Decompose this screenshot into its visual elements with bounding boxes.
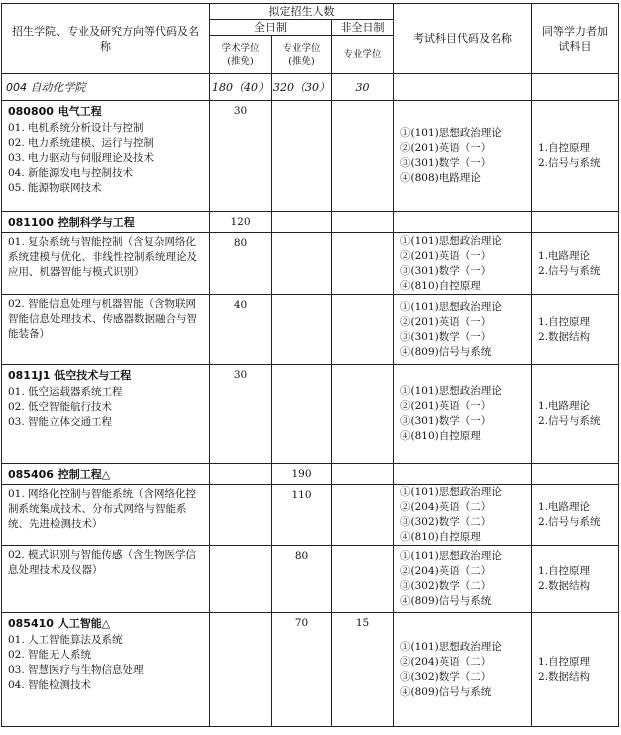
- direction-line: 02. 电力系统建模、运行与控制: [8, 137, 155, 149]
- direction-text: 01. 网络化控制与智能系统（含网络化控制系统集成技术、分布式网络与智能系统、先进检测技术）: [8, 488, 197, 530]
- exam-subjects: ①(101)思想政治理论 ②(204)英语（二） ③(302)数学（二） ④(809)信号与系统: [394, 546, 532, 613]
- academic-count: 30: [210, 101, 272, 212]
- professional-count: 70: [272, 613, 332, 727]
- direction-text: 02. 模式识别与智能传感（含生物医学信息处理技术及仪器）: [8, 549, 197, 576]
- academic-count: 120: [210, 212, 272, 233]
- direction-line: 03. 电力驱动与伺服理论及技术: [8, 152, 155, 164]
- professional-degree-header: 专业学位 (推免): [272, 36, 332, 74]
- direction-row: [2, 546, 619, 613]
- major-cell: [2, 365, 210, 464]
- direction-line: 01. 人工智能算法及系统: [8, 634, 123, 646]
- major-cell: [2, 101, 210, 212]
- direction-line: 04. 智能检测技术: [8, 679, 92, 691]
- direction-line: 03. 智慧医疗与生物信息处理: [8, 664, 144, 676]
- direction-line: 01. 低空运载器系统工程: [8, 386, 123, 398]
- major-title: 081100 控制科学与工程: [8, 216, 135, 229]
- major-header-row: [2, 212, 619, 233]
- major-title: 0811J1 低空技术与工程: [8, 369, 132, 382]
- major-title: 085406 控制工程△: [8, 468, 111, 481]
- academic-degree-header: 学术学位 (推免): [210, 36, 272, 74]
- professional-count: 190: [272, 464, 332, 485]
- major-header-row: [2, 464, 619, 485]
- direction-line: 02. 智能无人系统: [8, 649, 92, 661]
- exam-subjects: ①(101)思想政治理论 ②(201)英语（一） ③(301)数学（一） ④(810)自控原理: [394, 365, 532, 464]
- exam-subjects: ①(101)思想政治理论 ②(204)英语（二） ③(302)数学（二） ④(810)自控原理: [394, 485, 532, 546]
- college-professional-count: 320（30）: [272, 74, 332, 101]
- planned-enrollment-header: 拟定招生人数: [210, 4, 394, 20]
- full-time-header: 全日制: [210, 20, 332, 36]
- direction-row: [2, 485, 619, 546]
- college-row: [2, 74, 619, 101]
- major-row: [2, 613, 619, 727]
- academic-count: 40: [210, 295, 272, 365]
- direction-line: 02. 低空智能航行技术: [8, 401, 113, 413]
- academic-count: 30: [210, 365, 272, 464]
- direction-text: 01. 复杂系统与智能控制（含复杂网络化系统建模与优化、非线性控制系统理论及应用、机器智能与模式识别）: [8, 236, 197, 278]
- college-part-time-count: 30: [332, 74, 394, 101]
- direction-line: 01. 电机系统分析设计与控制: [8, 122, 144, 134]
- major-row: [2, 101, 619, 212]
- exam-subjects: ①(101)思想政治理论 ②(201)英语（一） ③(301)数学（一） ④(808)电路理论: [394, 101, 532, 212]
- exam-subjects: ①(101)思想政治理论 ②(201)英语（一） ③(301)数学（一） ④(809)信号与系统: [394, 295, 532, 365]
- direction-row: [2, 295, 619, 365]
- extra-exam-header: 同等学力者加试科目: [532, 4, 619, 74]
- admission-table: [1, 3, 619, 727]
- major-row: [2, 365, 619, 464]
- college-name: 004 自动化学院: [2, 74, 210, 101]
- exam-subjects: ①(101)思想政治理论 ②(204)英语（二） ③(302)数学（二） ④(809)信号与系统: [394, 613, 532, 727]
- direction-row: [2, 233, 619, 295]
- direction-text: 02. 智能信息处理与机器智能（含物联网智能信息处理技术、传感器数据融合与智能装备）: [8, 298, 197, 340]
- professional-count: 110: [272, 485, 332, 546]
- part-time-professional-header: 专业学位: [332, 36, 394, 74]
- part-time-header: 非全日制: [332, 20, 394, 36]
- direction-line: 04. 新能源发电与控制技术: [8, 167, 134, 179]
- major-title: 085410 人工智能△: [8, 617, 111, 630]
- part-time-count: 15: [332, 613, 394, 727]
- extra-subjects: 1.自控原理 2.数据结构: [532, 546, 619, 613]
- major-cell: [2, 613, 210, 727]
- extra-subjects: 1.自控原理 2.信号与系统: [532, 101, 619, 212]
- extra-subjects: 1.自控原理 2.数据结构: [532, 295, 619, 365]
- college-academic-count: 180（40）: [210, 74, 272, 101]
- academic-count: 80: [210, 233, 272, 295]
- extra-subjects: 1.电路理论 2.信号与系统: [532, 485, 619, 546]
- exam-subjects: ①(101)思想政治理论 ②(201)英语（一） ③(301)数学（一） ④(810)自控原理: [394, 233, 532, 295]
- extra-subjects: 1.电路理论 2.信号与系统: [532, 365, 619, 464]
- extra-subjects: 1.电路理论 2.信号与系统: [532, 233, 619, 295]
- college-major-header: 招生学院、专业及研究方向等代码及名称: [2, 4, 210, 74]
- direction-line: 05. 能源物联网技术: [8, 182, 102, 194]
- professional-count: 80: [272, 546, 332, 613]
- major-title: 080800 电气工程: [8, 105, 102, 118]
- extra-subjects: 1.自控原理 2.数据结构: [532, 613, 619, 727]
- direction-line: 03. 智能立体交通工程: [8, 416, 113, 428]
- exam-subjects-header: 考试科目代码及名称: [394, 4, 532, 74]
